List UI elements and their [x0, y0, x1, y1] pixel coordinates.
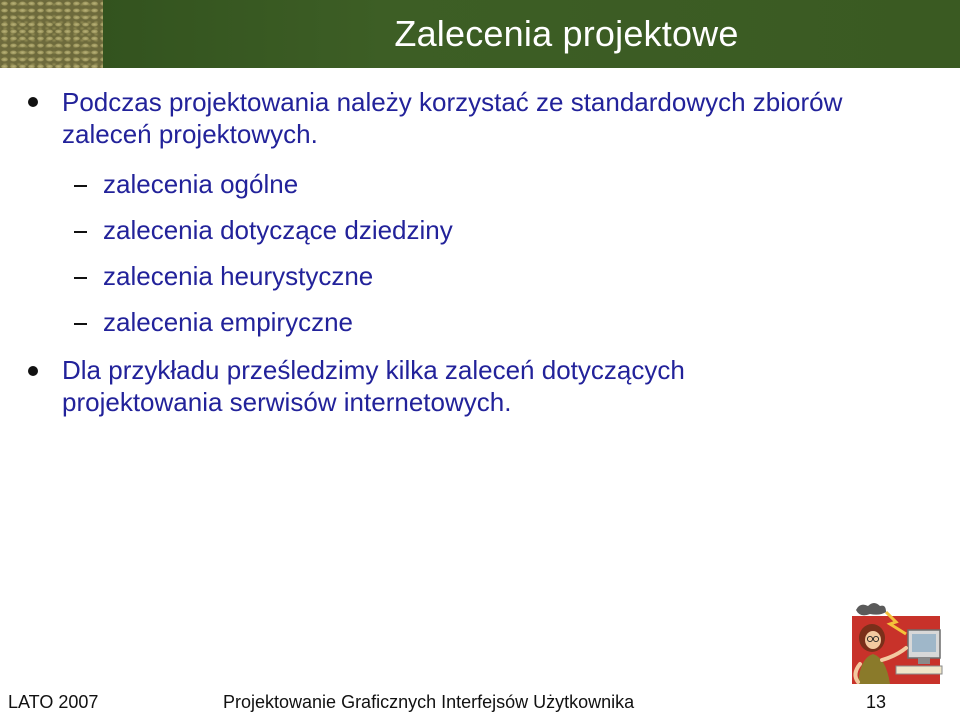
bullet-text-line: projektowania serwisów internetowych.: [62, 387, 512, 417]
bullet-text-line: zaleceń projektowych.: [62, 119, 318, 149]
footer-course-title: Projektowanie Graficznych Interfejsów Użytkownika: [223, 692, 635, 712]
cobblestone-texture-image: [0, 0, 103, 68]
bullet-item: [62, 86, 922, 150]
sub-item: zalecenia ogólne: [103, 169, 299, 199]
footer-date: LATO 2007: [8, 692, 99, 712]
dash-icon: [74, 231, 87, 233]
dash-icon: [74, 277, 87, 279]
dash-icon: [74, 323, 87, 325]
bullet-text-line: Dla przykładu prześledzimy kilka zaleceń dotyczących: [62, 355, 685, 385]
slide-title: Zalecenia projektowe: [394, 13, 739, 54]
sub-item: zalecenia heurystyczne: [103, 261, 374, 291]
page-number: 13: [866, 692, 887, 712]
frustrated-computer-user-illustration: [846, 600, 946, 690]
bullet-dot-icon: [28, 97, 38, 107]
sub-item: zalecenia dotyczące dziedziny: [103, 215, 453, 245]
slide-header: [0, 0, 960, 68]
bullet-text-line: Podczas projektowania należy korzystać ze standardowych zbiorów: [62, 87, 843, 117]
dash-icon: [74, 185, 87, 187]
sub-item: zalecenia empiryczne: [103, 307, 354, 337]
bullet-dot-icon: [28, 366, 38, 376]
bullet-item: [62, 354, 922, 418]
